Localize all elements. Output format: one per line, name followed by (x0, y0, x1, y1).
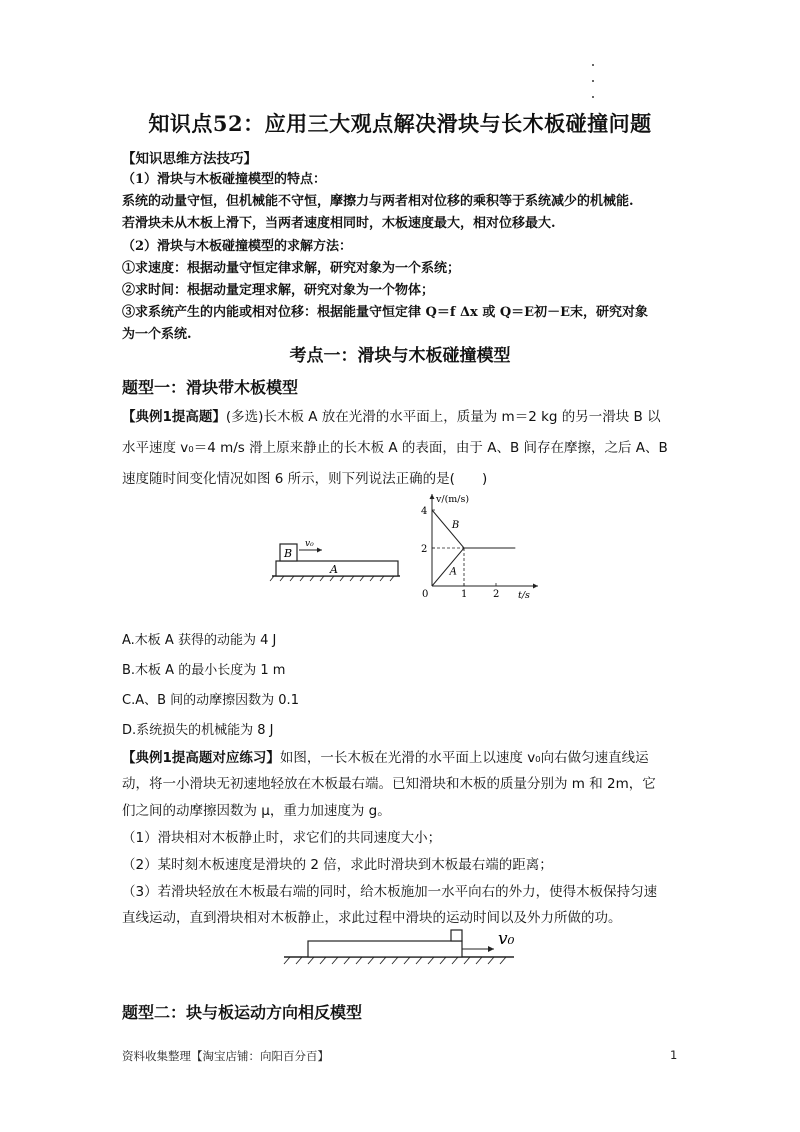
block-board-figure (268, 530, 408, 582)
example1-line: 水平速度 v₀＝4 m/s 滑上原来静止的长木板 A 的表面，由于 A、B 间存在摩擦，之后 A、B (122, 440, 668, 456)
example1-label: 【典例1提高题】 (122, 409, 226, 425)
x-axis-label: t/s (518, 590, 530, 601)
x-tick-label: 2 (493, 589, 500, 600)
example2-question: （2）某时刻木板速度是滑块的 2 倍，求此时滑块到木板最右端的距离； (122, 857, 553, 873)
tip-line: 系统的动量守恒，但机械能不守恒，摩擦力与两者相对位移的乘积等于系统减少的机械能. (122, 194, 634, 209)
v0-label: v₀ (305, 539, 314, 549)
tip-line: （2）滑块与木板碰撞模型的求解方法： (122, 239, 353, 254)
question-type-heading: 题型二：块与板运动方向相反模型 (122, 1003, 363, 1022)
x-tick-label: 1 (461, 589, 468, 600)
option-a: A.木板 A 获得的动能为 4 J (122, 633, 277, 648)
arrow-head (488, 946, 494, 952)
board-velocity-figure (280, 924, 520, 970)
tip-line: ②求时间：根据动量定理求解，研究对象为一个物体； (122, 283, 435, 298)
small-block (451, 930, 462, 941)
example1-text: (多选)长木板 A 放在光滑的水平面上，质量为 m＝2 kg 的另一滑块 B 以 (225, 409, 661, 425)
tip-line: ①求速度：根据动量守恒定律求解，研究对象为一个系统； (122, 261, 461, 276)
example2-line: 动，将一小滑块无初速地轻放在木板最右端。已知滑块和木板的质量分别为 m 和 2m，它 (122, 776, 656, 792)
board-a-label: A (330, 563, 338, 576)
example2-question: 直线运动，直到滑块相对木板静止，求此过程中滑块的运动时间以及外力所做的功。 (122, 910, 622, 926)
section-heading: 考点一：滑块与木板碰撞模型 (289, 346, 511, 366)
example2-text: 如图，一长木板在光滑的水平面上以速度 v₀向右做匀速直线运 (279, 750, 649, 766)
example2-question: （1）滑块相对木板静止时，求它们的共同速度大小； (122, 830, 442, 846)
ground-hatch (284, 957, 506, 964)
series-line-b (432, 510, 515, 548)
tip-line: 为一个系统. (122, 327, 192, 342)
margin-dots (592, 64, 596, 112)
tip-line: （1）滑块与木板碰撞模型的特点： (122, 172, 327, 187)
block-b-label: B (284, 547, 293, 560)
tip-line: ③求系统产生的内能或相对位移：根据能量守恒定律 Q＝f Δx 或 Q＝E初－E末，研究对象 (122, 305, 648, 320)
example2-line: 们之间的动摩擦因数为 μ，重力加速度为 g。 (122, 803, 391, 819)
page-number: 1 (670, 1048, 678, 1062)
series-label-b: B (451, 520, 460, 532)
example1-line: 速度随时间变化情况如图 6 所示，则下列说法正确的是( ) (122, 471, 488, 487)
example2-question: （3）若滑块轻放在木板最右端的同时，给木板施加一水平向右的外力，使得木板保持匀速 (122, 884, 658, 900)
series-label-a: A (449, 566, 457, 578)
x-axis-arrow (533, 584, 538, 589)
arrow-head (317, 548, 322, 553)
x-tick-label: 0 (422, 589, 429, 600)
y-axis-label: v/(m/s) (436, 494, 470, 505)
tip-line: 若滑块未从木板上滑下，当两者速度相同时，木板速度最大，相对位移最大. (122, 216, 556, 231)
example2-label: 【典例1提高题对应练习】 (122, 750, 280, 766)
y-axis-arrow (430, 494, 435, 499)
example1-line (122, 405, 661, 425)
example2-line (122, 746, 649, 766)
option-d: D.系统损失的机械能为 8 J (122, 723, 274, 738)
option-b: B.木板 A 的最小长度为 1 m (122, 663, 286, 678)
footer-source: 资料收集整理【淘宝店铺：向阳百分百】 (122, 1049, 329, 1063)
option-c: C.A、B 间的动摩擦因数为 0.1 (122, 693, 299, 708)
vt-chart (414, 490, 544, 602)
y-tick-label: 2 (421, 544, 428, 555)
v0-label: v₀ (498, 929, 515, 949)
long-board (308, 941, 462, 957)
method-label: 【知识思维方法技巧】 (122, 151, 257, 167)
page-title: 知识点52：应用三大观点解决滑块与长木板碰撞问题 (148, 111, 652, 136)
series-line-a (432, 548, 515, 586)
y-tick-label: 4 (421, 506, 428, 517)
question-type-heading: 题型一：滑块带木板模型 (122, 378, 299, 397)
